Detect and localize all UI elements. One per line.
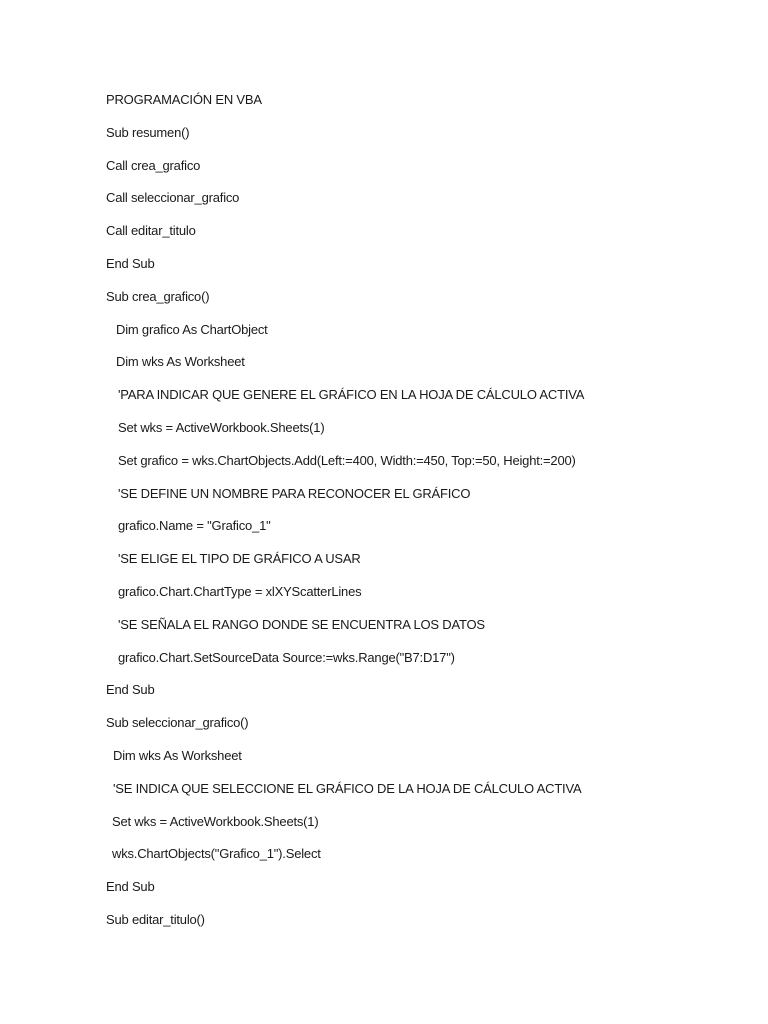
code-line: End Sub (106, 255, 155, 271)
code-line: Sub crea_grafico() (106, 288, 210, 304)
code-comment: 'SE ELIGE EL TIPO DE GRÁFICO A USAR (118, 551, 361, 567)
code-line: grafico.Chart.SetSourceData Source:=wks.Range("B7:D17") (118, 649, 455, 665)
code-line: Set wks = ActiveWorkbook.Sheets(1) (118, 419, 325, 435)
code-line: grafico.Chart.ChartType = xlXYScatterLines (118, 583, 362, 599)
code-line: Dim wks As Worksheet (116, 354, 245, 370)
code-line: Call seleccionar_grafico (106, 190, 240, 206)
code-line: Set wks = ActiveWorkbook.Sheets(1) (112, 813, 319, 829)
code-comment: 'SE DEFINE UN NOMBRE PARA RECONOCER EL GRÁFICO (118, 485, 471, 501)
code-line: Set grafico = wks.ChartObjects.Add(Left:=400, Width:=450, Top:=50, Height:=200) (118, 452, 576, 468)
code-line: Sub resumen() (106, 124, 190, 140)
code-line: wks.ChartObjects("Grafico_1").Select (112, 846, 321, 862)
code-line: Sub editar_titulo() (106, 911, 205, 927)
vba-code-listing (106, 89, 746, 942)
code-line: Call editar_titulo (106, 223, 196, 239)
code-comment: 'PARA INDICAR QUE GENERE EL GRÁFICO EN LA HOJA DE CÁLCULO ACTIVA (118, 387, 585, 403)
code-line: Call crea_grafico (106, 157, 201, 173)
code-comment: 'SE SEÑALA EL RANGO DONDE SE ENCUENTRA LOS DATOS (118, 616, 485, 632)
code-line: Dim grafico As ChartObject (116, 321, 268, 337)
code-comment: 'SE INDICA QUE SELECCIONE EL GRÁFICO DE LA HOJA DE CÁLCULO ACTIVA (113, 780, 582, 796)
document-title: PROGRAMACIÓN EN VBA (106, 92, 262, 107)
code-line: Sub seleccionar_grafico() (106, 715, 249, 731)
code-line: Dim wks As Worksheet (113, 747, 242, 763)
code-line: grafico.Name = "Grafico_1" (118, 518, 271, 534)
code-line: End Sub (106, 879, 155, 895)
code-line: End Sub (106, 682, 155, 698)
